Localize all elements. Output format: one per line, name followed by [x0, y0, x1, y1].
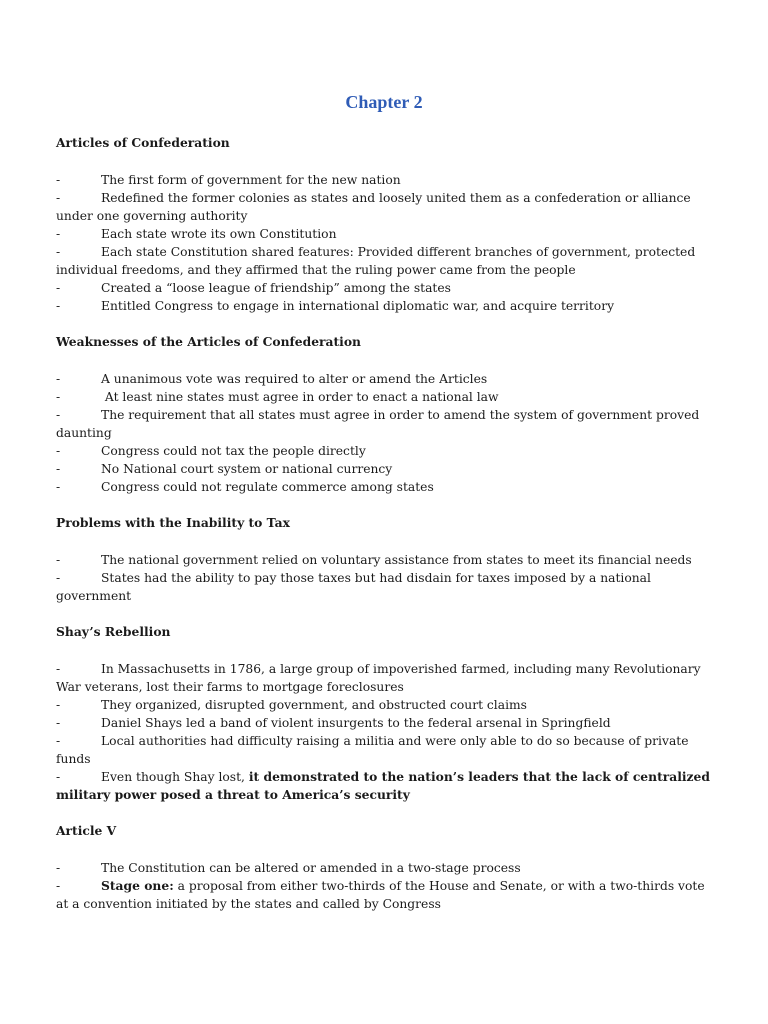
- spacer: [56, 840, 716, 859]
- dash-bullet: -: [56, 462, 61, 476]
- list-item: [56, 189, 716, 225]
- item-text: At least nine states must agree in order to enact a national law: [101, 390, 499, 404]
- list-item: [56, 478, 716, 496]
- page-title: Chapter 2: [345, 92, 423, 112]
- bullet-list: [56, 859, 716, 913]
- list-item: [56, 388, 716, 406]
- dash-bullet: -: [56, 734, 61, 748]
- item-text: The first form of government for the new nation: [101, 173, 401, 187]
- spacer: [56, 532, 716, 551]
- list-item: [56, 859, 716, 877]
- dash-bullet: -: [56, 480, 61, 494]
- item-text: Even though Shay lost,: [101, 770, 249, 784]
- document-body: [56, 134, 716, 913]
- item-text: Entitled Congress to engage in international diplomatic war, and acquire territory: [101, 299, 615, 313]
- dash-bullet: -: [56, 571, 61, 585]
- dash-bullet: -: [56, 662, 61, 676]
- spacer: [56, 351, 716, 370]
- section-heading: Shay’s Rebellion: [56, 624, 171, 639]
- list-item: [56, 768, 716, 804]
- item-text: Each state Constitution shared features: Provided different branches of government, protected individual freedoms, and they affirmed that the ruling power came from the people: [56, 245, 696, 277]
- dash-bullet: -: [56, 191, 61, 205]
- spacer: [56, 496, 716, 514]
- list-item: [56, 696, 716, 714]
- dash-bullet: -: [56, 281, 61, 295]
- item-text: Redefined the former colonies as states and loosely united them as a confederation or alliance under one governing authority: [56, 191, 691, 223]
- bullet-list: [56, 370, 716, 496]
- spacer: [56, 605, 716, 623]
- item-text: The Constitution can be altered or amended in a two-stage process: [101, 861, 521, 875]
- section-heading: Article V: [56, 823, 117, 838]
- section-heading: Weaknesses of the Articles of Confederation: [56, 334, 361, 349]
- dash-bullet: -: [56, 770, 61, 784]
- item-text: Congress could not tax the people directly: [101, 444, 366, 458]
- dash-bullet: -: [56, 408, 61, 422]
- dash-bullet: -: [56, 245, 61, 259]
- dash-bullet: -: [56, 390, 61, 404]
- item-text: Congress could not regulate commerce among states: [101, 480, 434, 494]
- item-text: Local authorities had difficulty raising a militia and were only able to do so because of private funds: [56, 734, 689, 766]
- item-bold-text: it demonstrated to the nation’s leaders that the lack of centralized military power posed a threat to America’s security: [56, 769, 710, 802]
- item-bold-text: Stage one:: [101, 878, 174, 893]
- dash-bullet: -: [56, 716, 61, 730]
- list-item: [56, 877, 716, 913]
- dash-bullet: -: [56, 861, 61, 875]
- list-item: [56, 243, 716, 279]
- list-item: [56, 442, 716, 460]
- spacer: [56, 152, 716, 171]
- list-item: [56, 279, 716, 297]
- list-item: [56, 370, 716, 388]
- spacer: [56, 315, 716, 333]
- dash-bullet: -: [56, 444, 61, 458]
- bullet-list: [56, 660, 716, 804]
- bullet-list: [56, 171, 716, 315]
- list-item: [56, 732, 716, 768]
- list-item: [56, 171, 716, 189]
- bullet-list: [56, 551, 716, 605]
- item-text: States had the ability to pay those taxes but had disdain for taxes imposed by a national government: [56, 571, 651, 603]
- dash-bullet: -: [56, 698, 61, 712]
- list-item: [56, 569, 716, 605]
- dash-bullet: -: [56, 227, 61, 241]
- dash-bullet: -: [56, 879, 61, 893]
- list-item: [56, 225, 716, 243]
- spacer: [56, 804, 716, 822]
- item-text: Created a “loose league of friendship” among the states: [101, 281, 451, 295]
- item-text: No National court system or national currency: [101, 462, 393, 476]
- spacer: [56, 641, 716, 660]
- list-item: [56, 406, 716, 442]
- item-text: Daniel Shays led a band of violent insurgents to the federal arsenal in Springfield: [101, 716, 611, 730]
- item-text-continued: a proposal from either two-thirds of the House and Senate, or with a two-thirds vote at a convention initiated by the states and called by Congress: [56, 879, 705, 911]
- dash-bullet: -: [56, 299, 61, 313]
- dash-bullet: -: [56, 173, 61, 187]
- dash-bullet: -: [56, 553, 61, 567]
- list-item: [56, 460, 716, 478]
- list-item: [56, 297, 716, 315]
- item-text: Each state wrote its own Constitution: [101, 227, 337, 241]
- list-item: [56, 714, 716, 732]
- list-item: [56, 551, 716, 569]
- section-heading: Problems with the Inability to Tax: [56, 515, 290, 530]
- section-heading: Articles of Confederation: [56, 135, 230, 150]
- item-text: The national government relied on voluntary assistance from states to meet its financial needs: [101, 553, 692, 567]
- item-text: The requirement that all states must agree in order to amend the system of government proved daunting: [56, 408, 700, 440]
- item-text: They organized, disrupted government, and obstructed court claims: [101, 698, 527, 712]
- list-item: [56, 660, 716, 696]
- item-text: A unanimous vote was required to alter or amend the Articles: [101, 372, 488, 386]
- dash-bullet: -: [56, 372, 61, 386]
- item-text: In Massachusetts in 1786, a large group of impoverished farmed, including many Revolutionary War veterans, lost their farms to mortgage foreclosures: [56, 662, 701, 694]
